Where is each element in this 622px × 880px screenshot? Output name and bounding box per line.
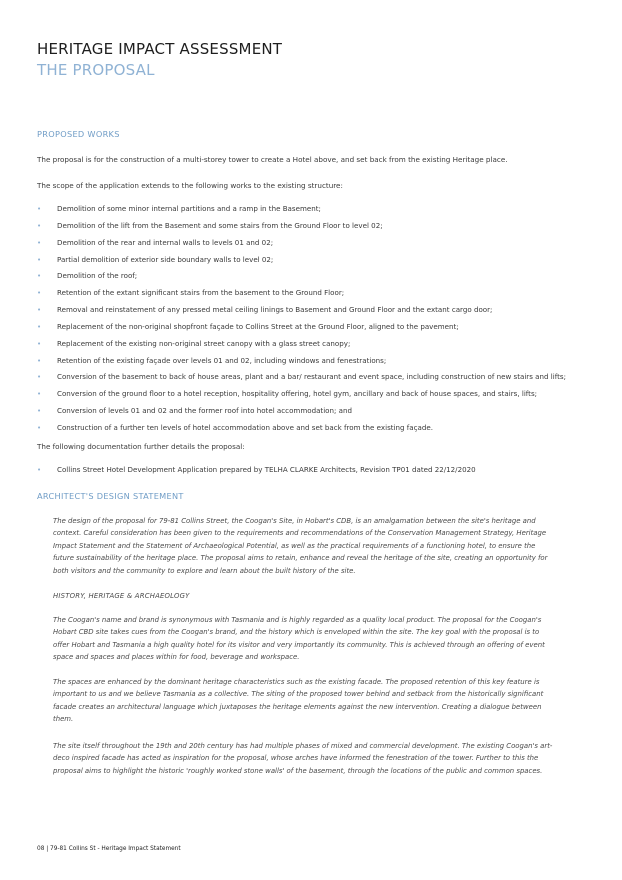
bullet-icon: • <box>37 466 42 474</box>
list-item: • Demolition of some minor internal partitions and a ramp in the Basement; <box>37 204 321 213</box>
page-subtitle: THE PROPOSAL <box>37 61 155 79</box>
documentation-list <box>37 465 476 475</box>
bullet-icon: • <box>37 373 42 382</box>
statement-paragraph-2: The Coogan's name and brand is synonymous with Tasmania and is highly regarded as a quality local product. The proposal for the Coogan's Hobart CBD site takes cues from the Coogan's brand, and the history which is enveloped within the site. The key goal with the proposal is to offer Hobart and Tasmania a high quality hotel for its visitor and very importantly its community. This is achieved through an offering of event space and spaces and places within for food, beverage and workspace. <box>53 616 545 662</box>
bullet-icon: • <box>37 205 42 213</box>
list-item: • Retention of the existing façade over levels 01 and 02, including windows and fenestrations; <box>37 355 387 365</box>
statement-paragraph-4: The site itself throughout the 19th and 20th century has had multiple phases of mixed and commercial development. The existing Coogan's art-deco inspired facade has acted as inspiration for the proposal, whose arches have informed the fenestration of the tower. Further to this the proposal aims to highlight the historic 'roughly worked stone walls' of the basement, through the locations of the public and common spaces. <box>53 742 553 775</box>
scope-intro-paragraph: The scope of the application extends to the following works to the existing structure: <box>37 181 343 190</box>
list-item: • Demolition of the rear and internal walls to levels 01 and 02; <box>37 237 274 247</box>
bullet-icon: • <box>37 390 42 399</box>
bullet-icon: • <box>37 423 42 432</box>
list-item: • Conversion of levels 01 and 02 and the former roof into hotel accommodation; and <box>37 406 352 416</box>
list-item: • Replacement of the existing non-original street canopy with a glass street canopy; <box>37 338 351 348</box>
statement-subheading: HISTORY, HERITAGE & ARCHAEOLOGY <box>53 592 190 600</box>
page-footer: 08 | 79-81 Collins St - Heritage Impact Statement <box>37 846 181 852</box>
list-item: • Demolition of the lift from the Basement and some stairs from the Ground Floor to level 02; <box>37 220 383 230</box>
list-item: • Retention of the extant significant stairs from the basement to the Ground Floor; <box>37 288 345 298</box>
list-item: • Replacement of the non-original shopfront façade to Collins Street at the Ground Floor, aligned to the pavement; <box>37 321 459 331</box>
bullet-icon: • <box>37 289 42 298</box>
statement-paragraph-3: The spaces are enhanced by the dominant heritage characteristics such as the existing facade. The proposed retention of this key feature is important to us and we believe Tasmania as a collective. The siting of the proposed tower behind and setback from the historically significant facade creates an architectural language which juxtaposes the heritage elements against the new intervention. Creating a dialogue between them. <box>53 678 544 724</box>
bullet-icon: • <box>37 407 42 416</box>
bullet-icon: • <box>37 255 42 264</box>
list-item: • Collins Street Hotel Development Application prepared by TELHA CLARKE Architects, Revision TP01 dated 22/12/2020 <box>37 465 476 474</box>
page-title: HERITAGE IMPACT ASSESSMENT <box>37 40 283 58</box>
list-item: • Conversion of the ground floor to a hotel reception, hospitality offering, hotel gym, ancillary and back of house spaces, and stairs, lifts; <box>37 389 538 399</box>
bullet-icon: • <box>37 238 42 247</box>
section-heading-design-statement: ARCHITECT'S DESIGN STATEMENT <box>37 491 184 501</box>
proposal-intro-paragraph: The proposal is for the construction of a multi-storey tower to create a Hotel above, and set back from the existing Heritage place. <box>37 155 508 164</box>
bullet-icon: • <box>37 306 42 315</box>
list-item: • Conversion of the basement to back of house areas, plant and a bar/ restaurant and event space, including construction of new stairs and lifts; <box>37 372 566 382</box>
bullet-icon: • <box>37 339 42 348</box>
list-item: • Demolition of the roof; <box>37 271 138 281</box>
list-item: • Removal and reinstatement of any pressed metal ceiling linings to Basement and Ground Floor and the extant cargo door; <box>37 305 493 315</box>
list-item: • Partial demolition of exterior side boundary walls to level 02; <box>37 254 274 264</box>
bullet-icon: • <box>37 221 42 230</box>
documentation-intro-paragraph: The following documentation further details the proposal: <box>37 442 245 451</box>
list-item: • Construction of a further ten levels of hotel accommodation above and set back from the existing façade. <box>37 422 433 432</box>
section-heading-proposed-works: PROPOSED WORKS <box>37 129 120 139</box>
bullet-icon: • <box>37 322 42 331</box>
statement-paragraph-1: The design of the proposal for 79-81 Collins Street, the Coogan's Site, in Hobart's CDB, is an amalgamation between the site's heritage and context. Careful consideration has been given to the requirements and recommendations of the Conservation Management Strategy, Heritage Impact Statement and the Statement of Archaeological Potential, as well as the practical requirements of a functioning hotel, to ensure the future sustainability of the heritage place. The proposal aims to retain, enhance and reveal the heritage of the site, creating an opportunity for both visitors and the community to explore and learn about the built history of the site. <box>53 517 548 575</box>
bullet-icon: • <box>37 272 42 281</box>
works-list <box>37 204 607 440</box>
bullet-icon: • <box>37 356 42 365</box>
